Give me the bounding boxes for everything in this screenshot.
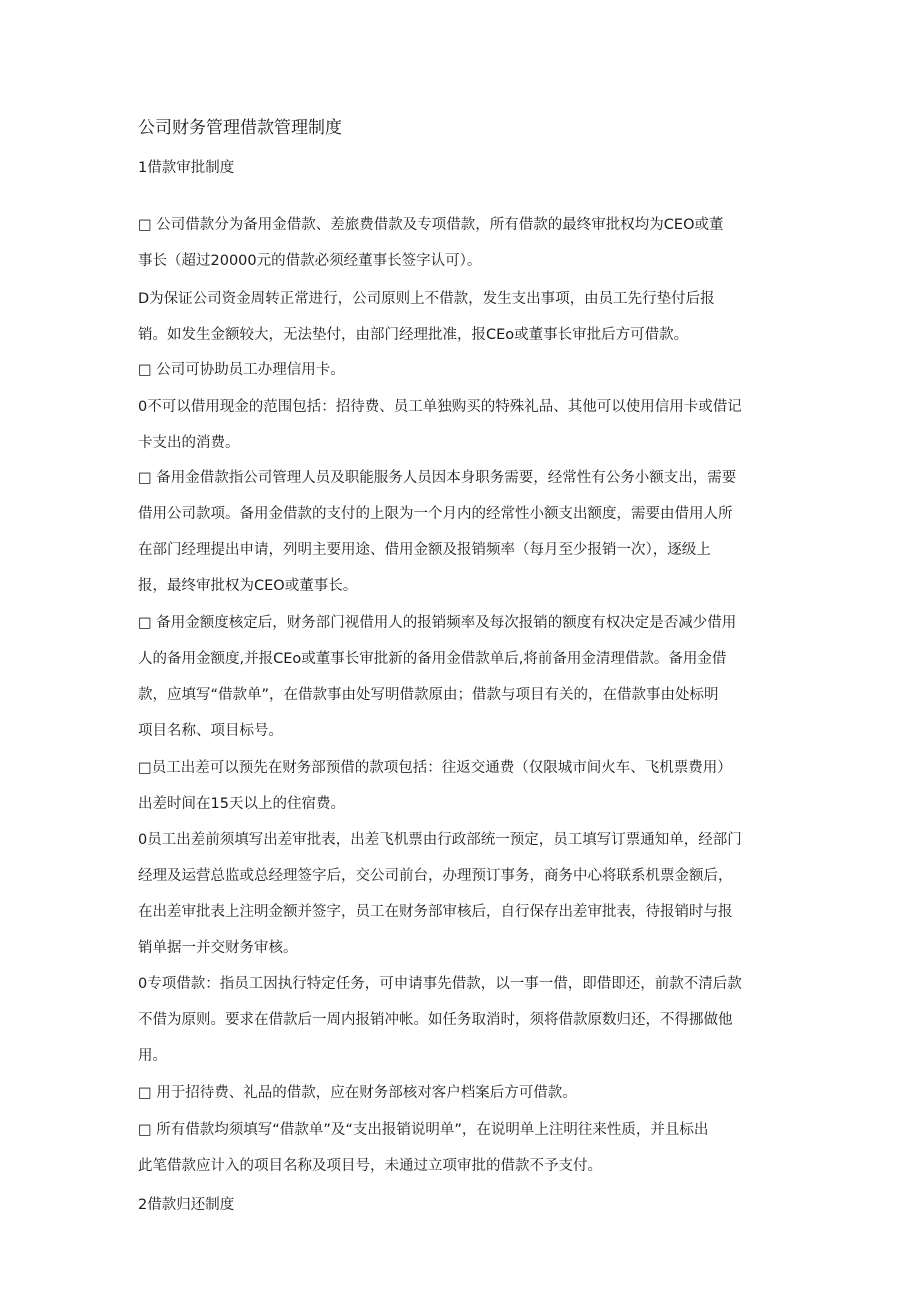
- paragraph-line: 项目名称、项目标号。: [138, 723, 283, 739]
- paragraph-line: □ 备用金额度核定后，财务部门视借用人的报销频率及每次报销的额度有权决定是否减少借用: [138, 615, 737, 631]
- paragraph-line: □ 所有借款均须填写“借款单”及“支出报销说明单”，在说明单上注明往来性质，并且标出: [138, 1122, 709, 1138]
- paragraph-line: 出差时间在15天以上的住宿费。: [138, 796, 345, 812]
- paragraph-line: □ 公司借款分为备用金借款、差旅费借款及专项借款，所有借款的最终审批权均为CEO或董: [138, 217, 724, 233]
- paragraph-line: 事长（超过20000元的借款必须经董事长签字认可）。: [138, 253, 482, 269]
- paragraph-8: [138, 822, 788, 966]
- paragraph-line: 报，最终审批权为CEO或董事长。: [138, 578, 358, 594]
- section-heading-1: 1借款审批制度: [138, 160, 235, 176]
- paragraph-line: 销单据一并交财务审核。: [138, 940, 298, 956]
- paragraph-line: 经理及运营总监或总经理签字后，交公司前台，办理预订事务，商务中心将联系机票金额后，: [138, 868, 733, 884]
- document-title: 公司财务管理借款管理制度: [138, 118, 342, 138]
- paragraph-line: 0专项借款：指员工因执行特定任务，可申请事先借款，以一事一借，即借即还，前款不清后款: [138, 976, 742, 992]
- paragraph-10: [138, 1075, 788, 1111]
- paragraph-line: D为保证公司资金周转正常进行，公司原则上不借款，发生支出事项，由员工先行垫付后报: [138, 291, 715, 307]
- paragraph-line: 0员工出差前须填写出差审批表，出差飞机票由行政部统一预定，员工填写订票通知单，经部门: [138, 832, 742, 848]
- paragraph-line: 销。如发生金额较大，无法垫付，由部门经理批准，报CEo或董事长审批后方可借款。: [138, 327, 689, 343]
- paragraph-5: [138, 460, 788, 604]
- paragraph-line: 在部门经理提出申请，列明主要用途、借用金额及报销频率（每月至少报销一次），逐级上: [138, 542, 711, 558]
- paragraph-line: 人的备用金额度,并报CEo或董事长审批新的备用金借款单后,将前备用金清理借款。备用金借: [138, 651, 727, 667]
- paragraph-line: 款，应填写“借款单”，在借款事由处写明借款原由；借款与项目有关的，在借款事由处标明: [138, 687, 719, 703]
- paragraph-9: [138, 966, 788, 1074]
- paragraph-line: 借用公司款项。备用金借款的支付的上限为一个月内的经常性小额支出额度，需要由借用人所: [138, 506, 733, 522]
- paragraph-line: □ 公司可协助员工办理信用卡。: [138, 362, 345, 378]
- paragraph-line: 在出差审批表上注明金额并签字，员工在财务部审核后，自行保存出差审批表，待报销时与报: [138, 904, 733, 920]
- paragraph-line: □员工出差可以预先在财务部预借的款项包括：往返交通费（仅限城市间火车、飞机票费用）: [138, 760, 732, 776]
- paragraph-1: [138, 207, 788, 279]
- paragraph-4: [138, 389, 788, 461]
- paragraph-6: [138, 605, 788, 749]
- paragraph-line: □ 备用金借款指公司管理人员及职能服务人员因本身职务需要，经常性有公务小额支出，需要: [138, 470, 737, 486]
- section-heading-2: 2借款归还制度: [138, 1197, 235, 1213]
- paragraph-line: 不借为原则。要求在借款后一周内报销冲帐。如任务取消时，须将借款原数归还，不得挪做他: [138, 1012, 733, 1028]
- paragraph-line: □ 用于招待费、礼品的借款，应在财务部核对客户档案后方可借款。: [138, 1085, 577, 1101]
- paragraph-line: 0不可以借用现金的范围包括：招待费、员工单独购买的特殊礼品、其他可以使用信用卡或借记: [138, 399, 742, 415]
- paragraph-line: 用。: [138, 1048, 167, 1064]
- paragraph-2: [138, 281, 788, 353]
- paragraph-7: [138, 750, 788, 822]
- paragraph-3: [138, 352, 788, 388]
- paragraph-line: 卡支出的消费。: [138, 435, 240, 451]
- paragraph-line: 此笔借款应计入的项目名称及项目号，未通过立项审批的借款不予支付。: [138, 1158, 602, 1174]
- paragraph-11: [138, 1112, 788, 1184]
